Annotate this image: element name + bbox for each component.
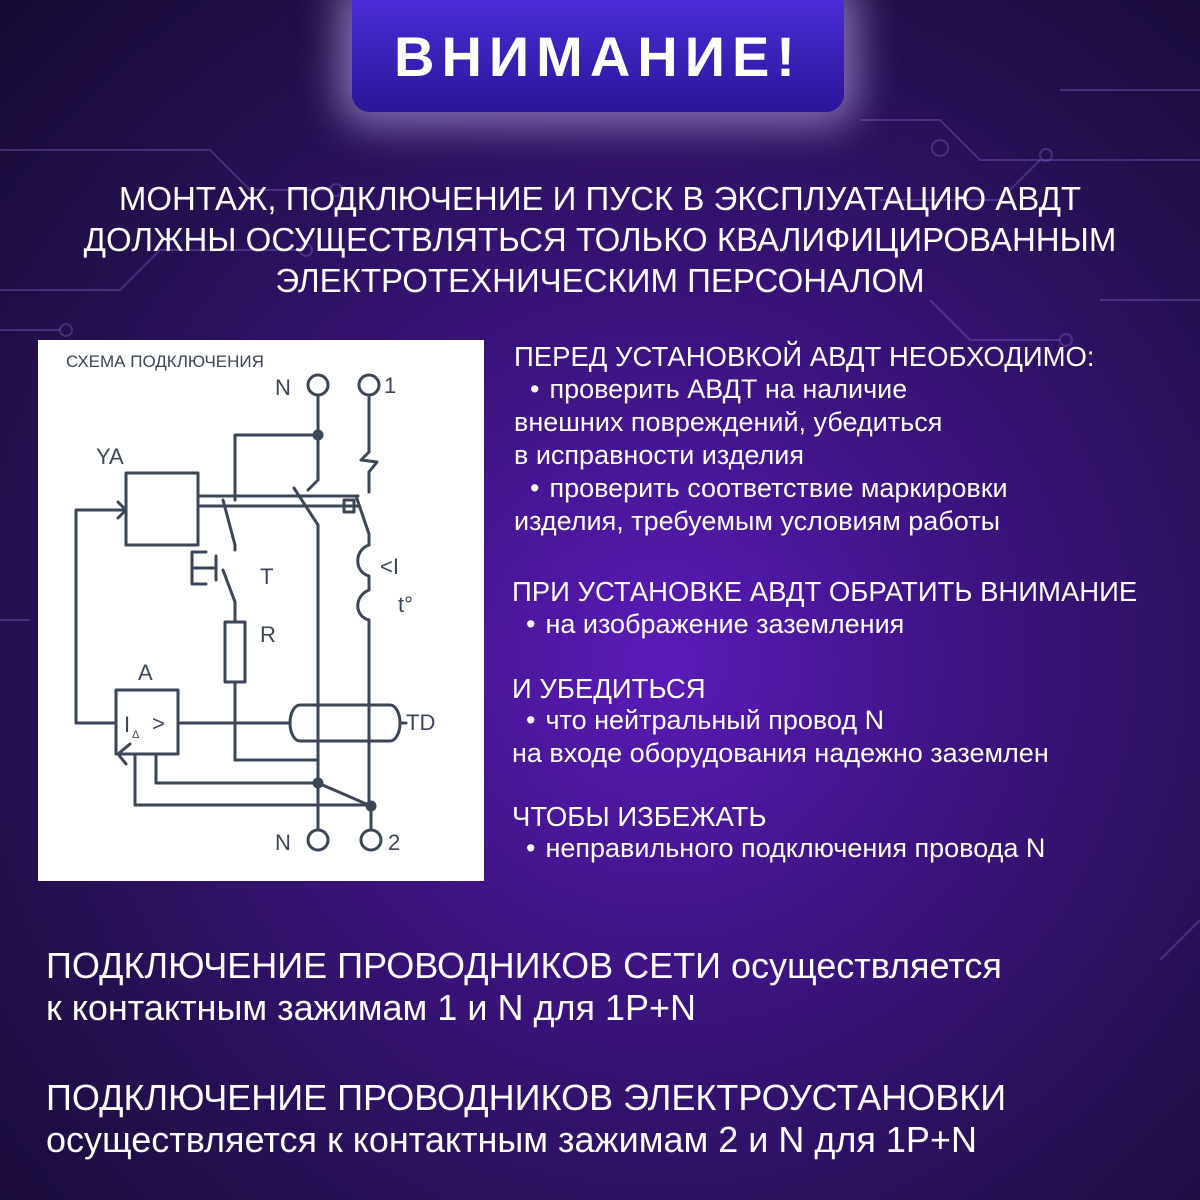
terminal-n-bottom xyxy=(308,830,328,850)
relay-ya-box xyxy=(126,473,198,545)
before-bullet-1-line-2: внешних повреждений, убедиться xyxy=(514,407,943,437)
before-bullet-1-line-1: • проверить АВДТ на наличие xyxy=(530,373,907,406)
before-bullet-2-line-2: изделия, требуемым условиям работы xyxy=(514,506,1000,536)
network-note-line-2: к контактным зажимам 1 и N для 1P+N xyxy=(46,987,697,1028)
ensure-heading: И УБЕДИТЬСЯ xyxy=(512,673,706,704)
installation-conductors-note xyxy=(46,1077,1196,1161)
label-less-i: <I xyxy=(380,554,399,579)
before-heading: ПЕРЕД УСТАНОВКОЙ АВДТ НЕОБХОДИМО: xyxy=(514,341,1095,372)
label-a: A xyxy=(138,660,153,685)
transformer-td xyxy=(290,705,400,741)
terminal-n-top xyxy=(308,375,328,395)
terminal-2-bottom xyxy=(361,830,381,850)
intro-warning xyxy=(0,178,1200,301)
network-conductors-note xyxy=(46,945,1196,1029)
before-bullet-1-line-3: в исправности изделия xyxy=(514,440,804,470)
banner-title: ВНИМАНИЕ! xyxy=(394,24,802,88)
avoid-bullet-1: • неправильного подключения провода N xyxy=(526,832,1045,865)
intro-line-2: ДОЛЖНЫ ОСУЩЕСТВЛЯТЬСЯ ТОЛЬКО КВАЛИФИЦИРОВАННЫМ xyxy=(83,221,1117,258)
before-bullet-2-line-1: • проверить соответствие маркировки xyxy=(530,472,1008,505)
label-greater: > xyxy=(152,711,165,736)
label-t-degree: t° xyxy=(398,592,413,617)
network-note-line-1: ПОДКЛЮЧЕНИЕ ПРОВОДНИКОВ СЕТИ осуществляется xyxy=(46,945,1002,986)
label-n-top: N xyxy=(275,375,291,400)
label-td: TD xyxy=(406,710,436,735)
ensure-bullet-1-line-1: • что нейтральный провод N xyxy=(526,704,884,737)
label-2-bottom: 2 xyxy=(388,830,401,855)
connection-diagram-svg xyxy=(38,340,484,881)
label-n-bottom: N xyxy=(275,830,291,855)
label-r: R xyxy=(260,622,276,647)
resistor-r xyxy=(225,622,245,682)
connection-diagram xyxy=(38,340,484,881)
label-1-top: 1 xyxy=(384,373,397,398)
attention-banner xyxy=(352,0,844,112)
installation-note-line-1: ПОДКЛЮЧЕНИЕ ПРОВОДНИКОВ ЭЛЕКТРОУСТАНОВКИ xyxy=(46,1077,1007,1118)
during-bullet-1: • на изображение заземления xyxy=(526,608,904,641)
label-i-delta: I xyxy=(124,712,131,737)
ensure-bullet-1-line-2: на входе оборудования надежно заземлен xyxy=(512,738,1049,768)
terminal-1-top xyxy=(359,375,379,395)
label-delta-sub: Δ xyxy=(132,729,140,741)
label-t: T xyxy=(260,564,274,589)
label-ya: YA xyxy=(96,444,124,469)
diagram-title: СХЕМА ПОДКЛЮЧЕНИЯ xyxy=(66,352,264,371)
intro-line-1: МОНТАЖ, ПОДКЛЮЧЕНИЕ И ПУСК В ЭКСПЛУАТАЦИЮ АВДТ xyxy=(118,180,1082,217)
intro-line-3: ЭЛЕКТРОТЕХНИЧЕСКИМ ПЕРСОНАЛОМ xyxy=(275,262,925,299)
avoid-heading: ЧТОБЫ ИЗБЕЖАТЬ xyxy=(512,801,767,832)
during-heading: ПРИ УСТАНОВКЕ АВДТ ОБРАТИТЬ ВНИМАНИЕ xyxy=(512,576,1138,607)
installation-note-line-2: осуществляется к контактным зажимам 2 и N для 1P+N xyxy=(46,1119,977,1160)
